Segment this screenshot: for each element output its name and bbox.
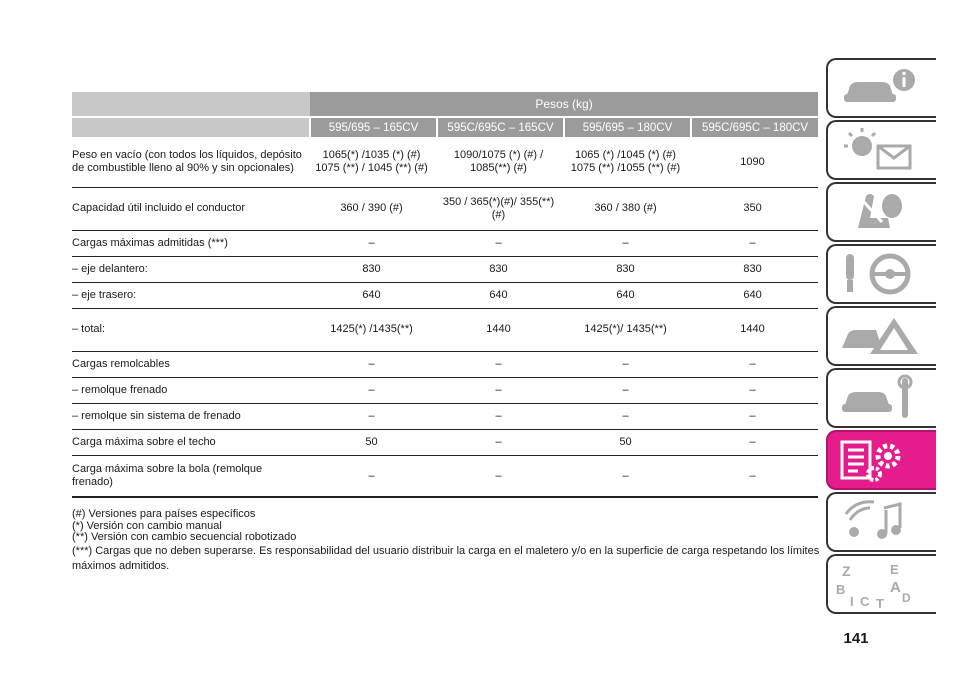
cell-value: 640 bbox=[564, 282, 691, 308]
cell-value: – bbox=[564, 377, 691, 403]
multimedia-icon bbox=[836, 498, 932, 546]
cell-value: – bbox=[437, 377, 564, 403]
cell-value: 1425(*)/ 1435(**) bbox=[564, 308, 691, 351]
cell-value: – bbox=[437, 230, 564, 256]
cell-value: 1090/1075 (*) (#) / 1085(**) (#) bbox=[437, 137, 564, 187]
cell-value: – bbox=[691, 377, 818, 403]
accident-warning-icon bbox=[836, 312, 932, 360]
row-label: – eje delantero: bbox=[72, 256, 310, 282]
cell-value: 50 bbox=[310, 429, 437, 455]
table-row bbox=[72, 187, 818, 230]
row-label: Cargas remolcables bbox=[72, 351, 310, 377]
cell-value: – bbox=[437, 455, 564, 497]
cell-value: – bbox=[310, 403, 437, 429]
cell-value: – bbox=[564, 455, 691, 497]
index-letter: E bbox=[890, 562, 899, 577]
cell-value: – bbox=[310, 455, 437, 497]
cell-value: – bbox=[564, 230, 691, 256]
footnote: (*) Versión con cambio manual bbox=[72, 519, 222, 532]
cell-value: – bbox=[691, 230, 818, 256]
cell-value: – bbox=[437, 351, 564, 377]
table-row bbox=[72, 282, 818, 308]
chapter-tab-starting-driving[interactable] bbox=[826, 244, 936, 304]
footnote: (**) Versión con cambio secuencial robotizado bbox=[72, 531, 297, 543]
table-row bbox=[72, 351, 818, 377]
cell-value: 830 bbox=[437, 256, 564, 282]
table-row bbox=[72, 377, 818, 403]
footnote: (***) Cargas que no deben superarse. Es responsabilidad del usuario distribuir la carga en el maletero y/o en la superficie de carga respetando los límites máximos admitidos. bbox=[72, 544, 820, 572]
column-header: 595C/695C – 180CV bbox=[691, 117, 818, 137]
chapter-tab-multimedia[interactable] bbox=[826, 492, 936, 552]
cell-value: 1440 bbox=[691, 308, 818, 351]
row-label: – total: bbox=[72, 308, 310, 351]
car-info-icon bbox=[836, 64, 932, 112]
cell-value: 350 / 365(*)(#)/ 355(**) (#) bbox=[437, 187, 564, 230]
technical-data-icon bbox=[836, 436, 932, 484]
cell-value: – bbox=[310, 351, 437, 377]
chapter-tab-emergency[interactable] bbox=[826, 306, 936, 366]
chapter-tab-warning-lights[interactable] bbox=[826, 120, 936, 180]
table-row bbox=[72, 429, 818, 455]
column-header: 595C/695C – 165CV bbox=[437, 117, 564, 137]
footnotes bbox=[72, 509, 822, 574]
header-blank-cell bbox=[72, 92, 310, 117]
cell-value: – bbox=[691, 403, 818, 429]
cell-value: – bbox=[564, 351, 691, 377]
index-letter: Z bbox=[842, 563, 851, 579]
cell-value: 1065(*) /1035 (*) (#) 1075 (**) / 1045 (**) (#) bbox=[310, 137, 437, 187]
table-row bbox=[72, 230, 818, 256]
cell-value: 640 bbox=[691, 282, 818, 308]
index-letter: A bbox=[890, 579, 901, 596]
cell-value: 360 / 390 (#) bbox=[310, 187, 437, 230]
cell-value: – bbox=[564, 403, 691, 429]
table-row bbox=[72, 256, 818, 282]
index-letter: D bbox=[902, 591, 911, 605]
cell-value: 1425(*) /1435(**) bbox=[310, 308, 437, 351]
cell-value: 830 bbox=[691, 256, 818, 282]
weights-table bbox=[72, 92, 818, 498]
cell-value: – bbox=[437, 429, 564, 455]
car-maintenance-icon bbox=[836, 374, 932, 422]
index-letter: C bbox=[860, 594, 870, 608]
table-row bbox=[72, 308, 818, 351]
cell-value: 640 bbox=[310, 282, 437, 308]
row-label: Carga máxima sobre el techo bbox=[72, 429, 310, 455]
cell-value: – bbox=[437, 403, 564, 429]
seat-airbag-icon bbox=[836, 188, 932, 236]
table-row bbox=[72, 455, 818, 497]
cell-value: 830 bbox=[564, 256, 691, 282]
cell-value: 1440 bbox=[437, 308, 564, 351]
cell-value: 360 / 380 (#) bbox=[564, 187, 691, 230]
alphabetical-index-icon bbox=[836, 560, 932, 608]
cell-value: 50 bbox=[564, 429, 691, 455]
warning-lights-icon bbox=[836, 126, 932, 174]
key-steering-wheel-icon bbox=[836, 250, 932, 298]
page-number: 141 bbox=[843, 630, 869, 647]
cell-value: – bbox=[691, 429, 818, 455]
chapter-tab-index[interactable] bbox=[826, 554, 936, 614]
row-label: Cargas máximas admitidas (***) bbox=[72, 230, 310, 256]
footnote: (#) Versiones para países específicos bbox=[72, 508, 256, 520]
cell-value: 640 bbox=[437, 282, 564, 308]
row-label: – remolque sin sistema de frenado bbox=[72, 403, 310, 429]
weights-table-wrapper bbox=[72, 92, 818, 498]
row-label: Capacidad útil incluido el conductor bbox=[72, 187, 310, 230]
chapter-tab-technical-data[interactable] bbox=[826, 430, 936, 490]
cell-value: – bbox=[310, 377, 437, 403]
column-header: 595/695 – 165CV bbox=[310, 117, 437, 137]
index-letter: I bbox=[850, 594, 854, 608]
cell-value: 830 bbox=[310, 256, 437, 282]
index-letter: T bbox=[876, 596, 884, 608]
chapter-tab-car-info[interactable] bbox=[826, 58, 936, 118]
table-row bbox=[72, 403, 818, 429]
cell-value: – bbox=[310, 230, 437, 256]
header-blank-cell bbox=[72, 117, 310, 137]
row-label: Carga máxima sobre la bola (remolque frenado) bbox=[72, 455, 310, 497]
cell-value: – bbox=[691, 455, 818, 497]
group-header: Pesos (kg) bbox=[310, 92, 818, 117]
cell-value: 1065 (*) /1045 (*) (#) 1075 (**) /1055 (**) (#) bbox=[564, 137, 691, 187]
cell-value: – bbox=[691, 351, 818, 377]
index-letter: B bbox=[836, 582, 846, 597]
row-label: – eje trasero: bbox=[72, 282, 310, 308]
chapter-tab-maintenance[interactable] bbox=[826, 368, 936, 428]
chapter-tab-safety[interactable] bbox=[826, 182, 936, 242]
row-label: – remolque frenado bbox=[72, 377, 310, 403]
cell-value: 1090 bbox=[691, 137, 818, 187]
row-label: Peso en vacío (con todos los líquidos, depósito de combustible lleno al 90% y sin opcionales) bbox=[72, 137, 310, 187]
cell-value: 350 bbox=[691, 187, 818, 230]
table-row bbox=[72, 137, 818, 187]
column-header: 595/695 – 180CV bbox=[564, 117, 691, 137]
